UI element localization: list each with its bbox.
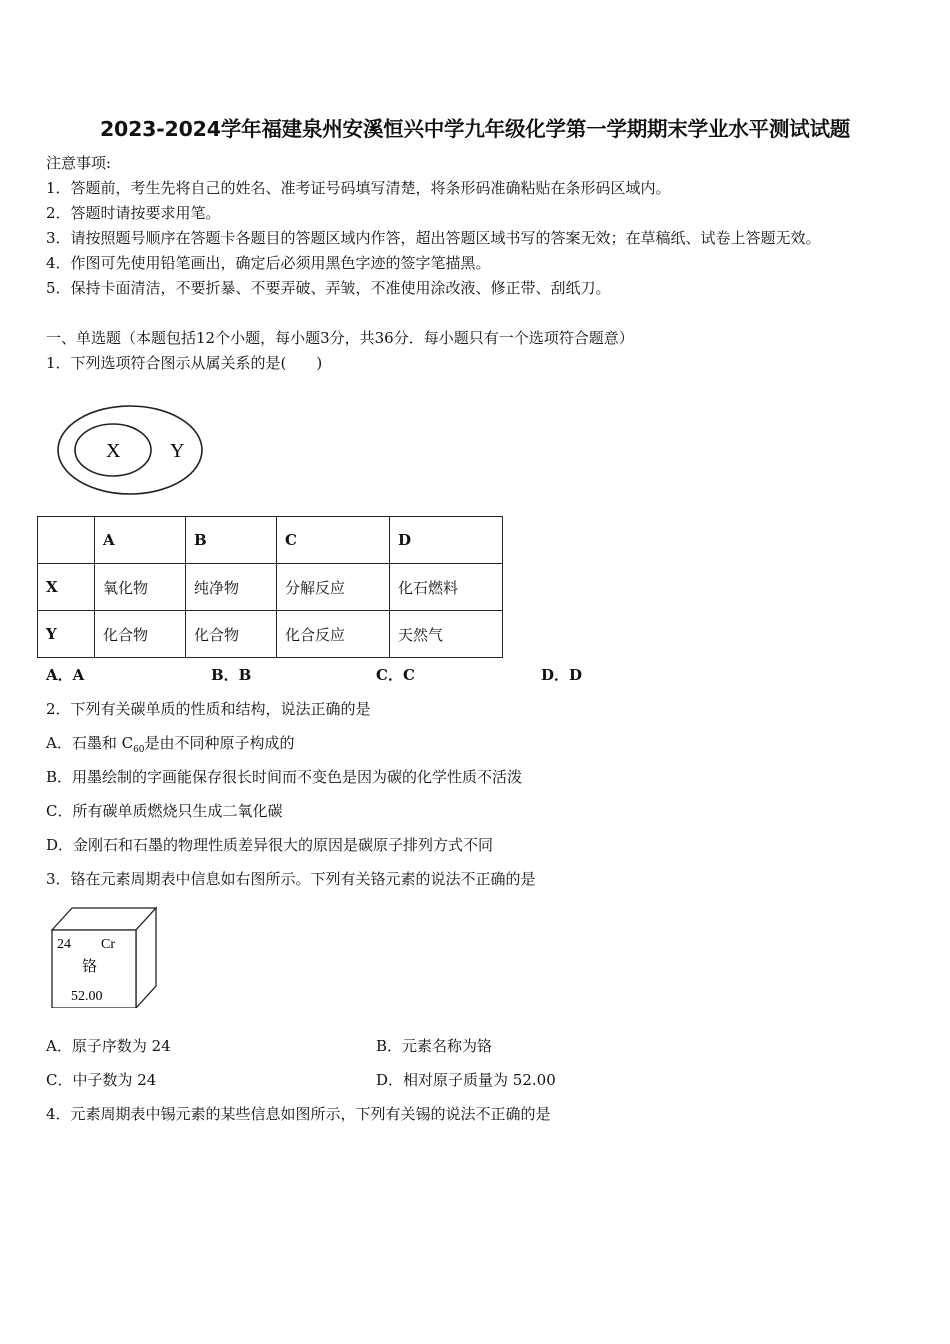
- table-cell: 纯净物: [186, 564, 277, 611]
- table-cell: C: [277, 517, 390, 564]
- q2-option-a-text-end: 是由不同种原子构成的: [144, 734, 295, 752]
- element-name: 铬: [82, 957, 98, 975]
- venn-label-x: X: [106, 440, 121, 462]
- table-cell: 天然气: [390, 611, 503, 658]
- note-item: 2．答题时请按要求用笔。: [46, 204, 221, 222]
- question-1-stem: 1．下列选项符合图示从属关系的是( ): [46, 354, 323, 372]
- q3-option-b: B．元素名称为铬: [376, 1037, 493, 1055]
- q2-option-d: D．金刚石和石墨的物理性质差异很大的原因是碳原子排列方式不同: [46, 836, 494, 854]
- q1-option-d: D．D: [541, 666, 583, 684]
- section-heading: 一、单选题（本题包括12个小题，每小题3分，共36分．每小题只有一个选项符合题意）: [46, 329, 634, 347]
- table-row: [38, 611, 503, 658]
- q3-option-d: D．相对原子质量为 52.00: [376, 1071, 556, 1089]
- notes-heading: 注意事项:: [46, 154, 112, 172]
- q2-option-a-subscript: 60: [133, 745, 145, 755]
- q2-option-a-text: A．石墨和 C: [46, 734, 134, 752]
- q1-option-c: C．C: [376, 666, 415, 684]
- page-title: 2023-2024学年福建泉州安溪恒兴中学九年级化学第一学期期末学业水平测试试题: [99, 117, 851, 141]
- table-cell: 化石燃料: [390, 564, 503, 611]
- note-item: 5．保持卡面清洁，不要折暴、不要弄破、弄皱，不准使用涂改液、修正带、刮纸刀。: [46, 279, 611, 297]
- venn-label-y: Y: [170, 440, 185, 462]
- element-mass: 52.00: [71, 989, 103, 1004]
- table-cell: 化合物: [186, 611, 277, 658]
- venn-diagram: [56, 404, 206, 496]
- table-cell: [38, 517, 95, 564]
- table-cell: 化合反应: [277, 611, 390, 658]
- q2-option-b: B．用墨绘制的字画能保存很长时间而不变色是因为碳的化学性质不活泼: [46, 768, 523, 786]
- table-cell: B: [186, 517, 277, 564]
- note-item: 1．答题前，考生先将自己的姓名、准考证号码填写清楚，将条形码准确粘贴在条形码区域内。: [46, 179, 671, 197]
- element-symbol: Cr: [101, 937, 115, 952]
- table-cell: X: [38, 564, 95, 611]
- question-2-stem: 2．下列有关碳单质的性质和结构，说法正确的是: [46, 700, 371, 718]
- note-item: 4．作图可先使用铅笔画出，确定后必须用黑色字迹的签字笔描黑。: [46, 254, 491, 272]
- table-cell: 氧化物: [95, 564, 186, 611]
- table-cell: Y: [38, 611, 95, 658]
- note-item: 3．请按照题号顺序在答题卡各题目的答题区域内作答，超出答题区域书写的答案无效；在草稿纸、试卷上答题无效。: [46, 229, 821, 247]
- table-cell: A: [95, 517, 186, 564]
- question-4-stem: 4．元素周期表中锡元素的某些信息如图所示，下列有关锡的说法不正确的是: [46, 1105, 551, 1123]
- element-card-chromium: [46, 904, 158, 1008]
- table-row: [38, 564, 503, 611]
- q3-option-a: A．原子序数为 24: [46, 1037, 171, 1055]
- q2-option-c: C．所有碳单质燃烧只生成二氧化碳: [46, 802, 283, 820]
- table-cell: D: [390, 517, 503, 564]
- table-cell: 分解反应: [277, 564, 390, 611]
- q3-option-c: C．中子数为 24: [46, 1071, 157, 1089]
- q2-option-a: [46, 732, 295, 755]
- q1-option-b: B．B: [211, 666, 252, 684]
- table-cell: 化合物: [95, 611, 186, 658]
- options-table: [37, 516, 503, 658]
- question-3-stem: 3．铬在元素周期表中信息如右图所示。下列有关铬元素的说法不正确的是: [46, 870, 536, 888]
- table-header-row: [38, 517, 503, 564]
- q1-option-a: A．A: [46, 666, 85, 684]
- element-number: 24: [57, 937, 71, 952]
